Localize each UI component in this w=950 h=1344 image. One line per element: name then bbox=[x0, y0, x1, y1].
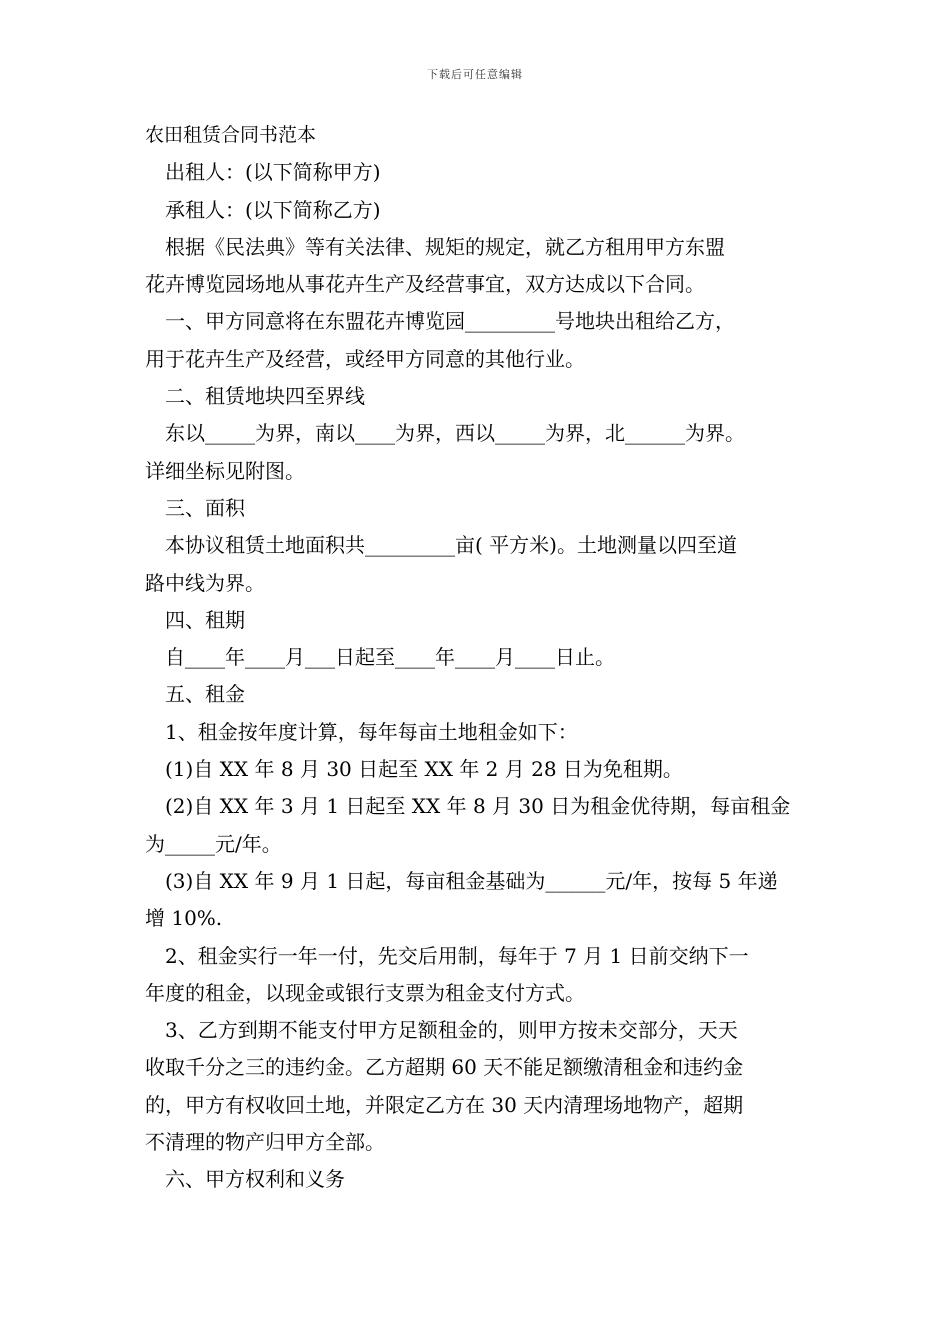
document-line: 六、甲方权利和义务 bbox=[165, 1167, 345, 1192]
document-line: 详细坐标见附图。 bbox=[145, 458, 305, 483]
document-title: 农田租赁合同书范本 bbox=[145, 124, 317, 146]
document-line: 花卉博览园场地从事花卉生产及经营事宜，双方达成以下合同。 bbox=[145, 272, 705, 297]
document-line: (2)自 XX 年 3 月 1 日起至 XX 年 8 月 30 日为租金优待期，每亩租金 bbox=[165, 794, 791, 819]
document-line: (3)自 XX 年 9 月 1 日起，每亩租金基础为______元/年，按每 5 年递 bbox=[165, 868, 778, 893]
document-line: 自____年____月___日起至____年____月____日止。 bbox=[165, 645, 615, 670]
document-line: 用于花卉生产及经营，或经甲方同意的其他行业。 bbox=[145, 346, 585, 371]
document-line: 根据《民法典》等有关法律、规矩的规定，就乙方租用甲方东盟 bbox=[165, 234, 725, 259]
document-line: 本协议租赁土地面积共_________亩( 平方米)。土地测量以四至道 bbox=[165, 533, 737, 558]
document-line: 1、租金按年度计算，每年每亩土地租金如下： bbox=[165, 719, 578, 744]
document-line: 为_____元/年。 bbox=[145, 831, 282, 856]
document-line: 不清理的物产归甲方全部。 bbox=[145, 1130, 385, 1155]
document-line: 四、租期 bbox=[165, 607, 245, 632]
document-line: 路中线为界。 bbox=[145, 570, 265, 595]
document-line: 出租人：(以下简称甲方) bbox=[165, 160, 381, 185]
document-line: 收取千分之三的违约金。乙方超期 60 天不能足额缴清租金和违约金 bbox=[145, 1055, 744, 1080]
document-line: 二、租赁地块四至界线 bbox=[165, 384, 365, 409]
document-line: 三、面积 bbox=[165, 495, 245, 520]
document-line: 一、甲方同意将在东盟花卉博览园_________号地块出租给乙方， bbox=[165, 309, 735, 334]
document-line: 增 10%. bbox=[145, 906, 223, 931]
document-line: 东以_____为界，南以____为界，西以_____为界，北______为界。 bbox=[165, 421, 745, 446]
document-line: 2、租金实行一年一付，先交后用制，每年于 7 月 1 日前交纳下一 bbox=[165, 943, 749, 968]
document-line: 3、乙方到期不能支付甲方足额租金的，则甲方按未交部分，天天 bbox=[165, 1018, 738, 1043]
document-line: 年度的租金，以现金或银行支票为租金支付方式。 bbox=[145, 980, 585, 1005]
document-line: 五、租金 bbox=[165, 682, 245, 707]
page-header-note: 下载后可任意编辑 bbox=[427, 68, 523, 81]
document-line: (1)自 XX 年 8 月 30 日起至 XX 年 2 月 28 日为免租期。 bbox=[165, 757, 683, 782]
document-line: 承租人：(以下简称乙方) bbox=[165, 197, 381, 222]
contract-body bbox=[145, 117, 810, 1199]
document-line: 的，甲方有权收回土地，并限定乙方在 30 天内清理场地物产，超期 bbox=[145, 1092, 744, 1117]
